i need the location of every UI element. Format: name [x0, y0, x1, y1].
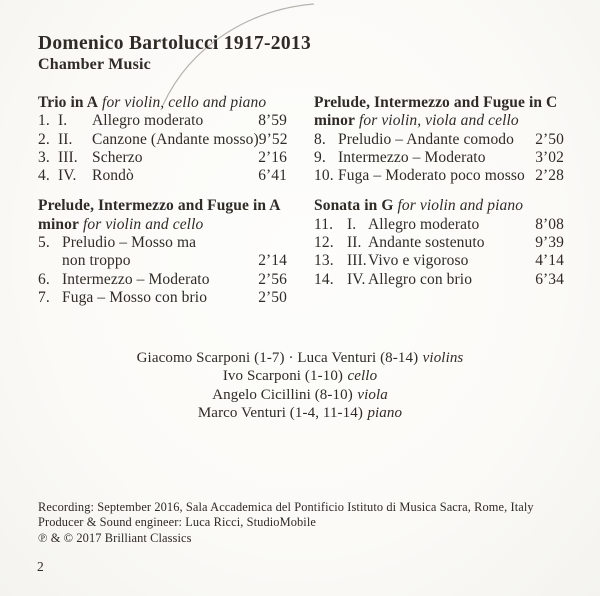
track-number: 6.: [38, 270, 50, 288]
track-title-line: Allegro con brio: [368, 270, 473, 288]
performer-instrument: cello: [347, 368, 378, 385]
track-title: [62, 289, 258, 307]
credit-producer: Producer & Sound engineer: Luca Ricci, StudioMobile: [38, 515, 316, 530]
track-title-line: Scherzo: [92, 148, 143, 166]
track-duration: 4’14: [535, 252, 564, 270]
track-duration: 2’56: [258, 270, 287, 288]
track-duration: 3’02: [535, 148, 564, 166]
track-duration: 8’59: [258, 112, 287, 130]
work-section: [314, 94, 564, 185]
movement-numeral: I.: [347, 215, 357, 233]
work-title-line: [38, 197, 287, 215]
track-title-line: Fuga – Mosso con brio: [62, 288, 208, 306]
track-duration: 2’14: [258, 252, 287, 270]
work-section: [314, 197, 564, 288]
track-number: 14.: [314, 270, 334, 288]
work-title-bold: minor: [314, 112, 355, 130]
track-row: [314, 216, 564, 234]
track-title: [368, 234, 535, 252]
work-title: [38, 94, 287, 112]
track-title: [92, 112, 258, 130]
work-title-scoring: for violin, viola and cello: [358, 112, 519, 130]
work-title-bold: minor: [38, 215, 79, 233]
work-title-line: [314, 112, 564, 130]
track-duration: 6’34: [535, 270, 564, 288]
composer-title: Domenico Bartolucci 1917-2013: [38, 33, 311, 54]
movement-numeral: I.: [58, 112, 68, 130]
track-number: 1.: [38, 112, 50, 130]
track-duration: 2’28: [535, 167, 564, 185]
track-title: [338, 149, 535, 167]
track-number: 12.: [314, 234, 334, 252]
work-title-bold: Sonata in G: [314, 197, 394, 215]
performers-block: [0, 349, 600, 423]
track-title-line: Allegro moderato: [92, 112, 204, 130]
performer-instrument: violins: [422, 350, 464, 366]
track-title-line: Rondò: [92, 167, 134, 185]
work-title-scoring: for violin, cello and piano: [102, 94, 267, 111]
track-number: 4.: [38, 167, 50, 185]
performer-line: [0, 404, 600, 422]
track-title-line: Intermezzo – Moderato: [338, 148, 486, 166]
track-title: [92, 149, 258, 167]
tracklist-column-right: [314, 94, 564, 307]
performer-line: [0, 349, 600, 367]
album-title: Chamber Music: [38, 56, 151, 73]
track-row: [38, 149, 287, 167]
track-title: [368, 252, 535, 270]
track-row: [38, 234, 287, 271]
track-title-line: non troppo: [62, 252, 131, 270]
track-title: [368, 271, 535, 289]
track-number: 13.: [314, 252, 334, 270]
track-row: [314, 149, 564, 167]
work-section: [38, 197, 287, 307]
performer-names: Giacomo Scarponi (1-7) · Luca Venturi (8-14): [136, 350, 419, 366]
performer-names: Angelo Cicillini (8-10): [212, 386, 353, 403]
tracklist: [38, 94, 564, 307]
track-row: [314, 252, 564, 270]
credit-copyright: ℗ & © 2017 Brilliant Classics: [38, 530, 192, 545]
performer-names: Ivo Scarponi (1-10): [222, 368, 344, 385]
track-number: 3.: [38, 148, 50, 166]
track-number: 2.: [38, 130, 50, 148]
track-duration: 2’50: [258, 288, 287, 306]
track-number: 11.: [314, 215, 334, 233]
track-title: [62, 234, 258, 271]
track-title: [338, 131, 535, 149]
track-title: [338, 167, 535, 185]
track-row: [38, 167, 287, 185]
track-row: [314, 234, 564, 252]
track-title-line: Canzone (Andante mosso): [92, 130, 259, 148]
movement-numeral: IV.: [347, 270, 366, 288]
track-number: 8.: [314, 130, 326, 148]
work-section: [38, 94, 287, 185]
track-row: [314, 131, 564, 149]
track-title-line: Preludio – Andante comodo: [338, 130, 514, 148]
track-row: [38, 131, 287, 149]
work-title-line: [38, 216, 287, 234]
performer-line: [0, 386, 600, 404]
track-duration: 2’50: [535, 130, 564, 148]
performer-instrument: viola: [357, 386, 388, 403]
credits-block: [38, 500, 578, 546]
work-title-line: [38, 94, 287, 112]
track-title-line: Preludio – Mosso ma: [62, 234, 197, 252]
track-duration: 9’39: [535, 234, 564, 252]
work-title: [38, 197, 287, 234]
work-title: [314, 94, 564, 131]
work-title: [314, 197, 564, 215]
work-title-line: [314, 94, 564, 112]
track-duration: 6’41: [258, 167, 287, 185]
track-duration: 2’16: [258, 148, 287, 166]
track-title-line: Andante sostenuto: [368, 234, 485, 252]
work-title-bold: Prelude, Intermezzo and Fugue in C: [314, 94, 558, 111]
track-row: [314, 271, 564, 289]
work-title-bold: Prelude, Intermezzo and Fugue in A: [38, 197, 281, 215]
track-title: [92, 131, 259, 149]
work-title-scoring: for violin and cello: [82, 215, 204, 233]
tracklist-column-left: [38, 94, 287, 307]
work-title-scoring: for violin and piano: [397, 197, 524, 215]
header: [38, 33, 311, 74]
movement-numeral: IV.: [58, 167, 77, 185]
work-title-line: [314, 197, 564, 215]
track-row: [38, 112, 287, 130]
movement-numeral: III.: [347, 252, 367, 270]
credit-recording: Recording: September 2016, Sala Accademica del Pontificio Istituto di Musica Sacra, Rome, Italy: [38, 500, 534, 514]
track-number: 10.: [314, 167, 334, 185]
movement-numeral: III.: [58, 148, 78, 166]
page-number: 2: [37, 559, 44, 574]
track-title-line: Allegro moderato: [368, 215, 480, 233]
track-title-line: Intermezzo – Moderato: [62, 270, 210, 288]
work-title-bold: Trio in A: [38, 94, 99, 111]
track-number: 7.: [38, 288, 50, 306]
track-title-line: Vivo e vigoroso: [368, 252, 469, 270]
track-title: [368, 216, 535, 234]
track-row: [38, 289, 287, 307]
track-duration: 8’08: [535, 215, 564, 233]
performer-line: [0, 367, 600, 385]
performer-names: Marco Venturi (1-4, 11-14): [197, 405, 363, 422]
track-row: [38, 271, 287, 289]
track-title-line: Fuga – Moderato poco mosso: [338, 167, 525, 185]
track-duration: 9’52: [258, 130, 288, 148]
performer-instrument: piano: [367, 405, 403, 422]
track-title: [92, 167, 258, 185]
track-number: 5.: [38, 234, 50, 252]
track-number: 9.: [314, 148, 326, 166]
movement-numeral: II.: [347, 234, 362, 252]
track-row: [314, 167, 564, 185]
movement-numeral: II.: [58, 130, 73, 148]
track-title: [62, 271, 258, 289]
